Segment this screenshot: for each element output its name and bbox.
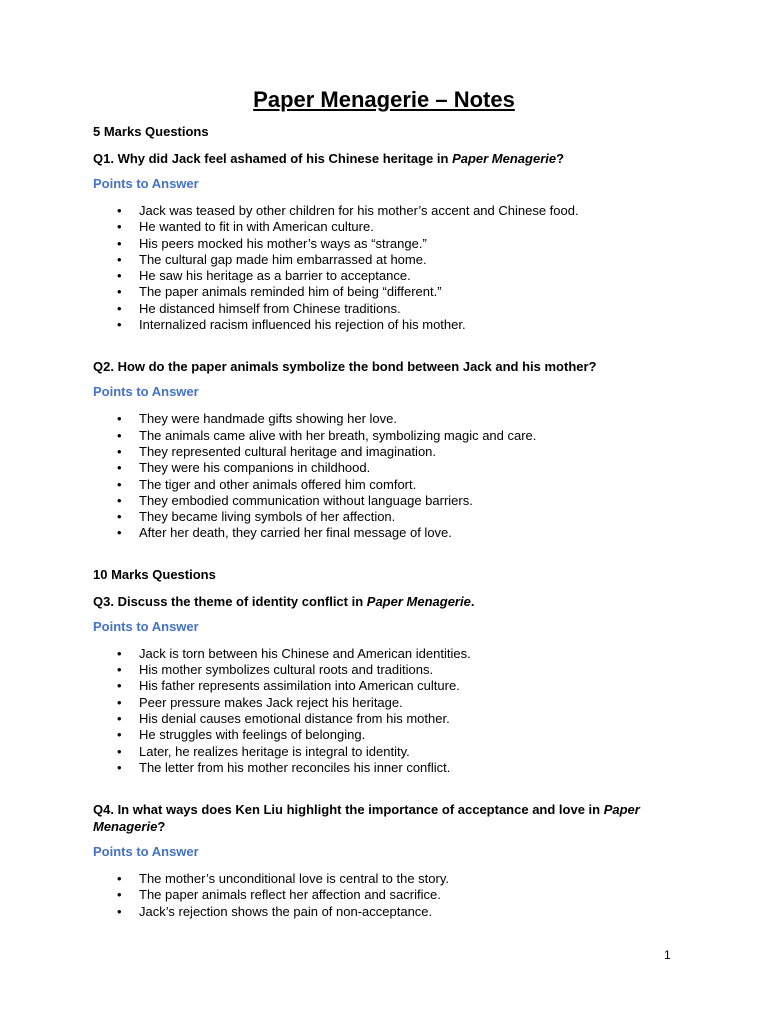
list-item <box>93 268 693 284</box>
list-item-text: They became living symbols of her affection. <box>139 509 396 525</box>
list-item <box>93 203 693 219</box>
bullet-icon: • <box>117 743 122 759</box>
bullet-icon: • <box>117 443 122 459</box>
list-item-text: Peer pressure makes Jack reject his heritage. <box>139 694 403 710</box>
list-item-text: They represented cultural heritage and imagination. <box>139 443 437 459</box>
list-item-text: Internalized racism influenced his rejection of his mother. <box>139 317 466 333</box>
list-item <box>93 727 693 743</box>
list-item <box>93 887 693 903</box>
bullet-icon: • <box>117 251 122 267</box>
list-item <box>93 284 693 300</box>
bullet-icon: • <box>117 509 122 525</box>
bullet-list-q2 <box>93 411 693 541</box>
list-item <box>93 871 693 887</box>
question-3-italic: Paper Menagerie <box>366 593 471 609</box>
list-item <box>93 252 693 268</box>
question-3-text: Q3. Discuss the theme of identity conflict in <box>93 593 367 609</box>
bullet-icon: • <box>117 476 122 492</box>
bullet-icon: • <box>117 300 122 316</box>
question-1 <box>93 150 693 167</box>
section-heading-5-marks: 5 Marks Questions <box>93 124 209 139</box>
bullet-icon: • <box>117 411 122 427</box>
list-item-text: Later, he realizes heritage is integral to identity. <box>139 743 410 759</box>
list-item <box>93 509 693 525</box>
bullet-icon: • <box>117 887 122 903</box>
list-item <box>93 695 693 711</box>
list-item <box>93 460 693 476</box>
points-label-q4: Points to Answer <box>93 844 199 860</box>
question-4 <box>93 801 693 835</box>
bullet-icon: • <box>117 871 122 887</box>
bullet-icon: • <box>117 759 122 775</box>
bullet-icon: • <box>117 427 122 443</box>
list-item <box>93 678 693 694</box>
question-4-suffix: ? <box>157 819 166 835</box>
page-title: Paper Menagerie – Notes <box>253 87 515 112</box>
bullet-icon: • <box>117 203 122 218</box>
list-item-text: He wanted to fit in with American culture. <box>139 219 374 235</box>
question-4-italic: Paper Menagerie <box>93 802 640 835</box>
bullet-icon: • <box>117 317 122 333</box>
list-item <box>93 904 693 920</box>
bullet-icon: • <box>117 268 122 284</box>
question-1-suffix: ? <box>556 151 565 166</box>
bullet-icon: • <box>117 694 122 710</box>
list-item-text: His denial causes emotional distance from his mother. <box>139 710 450 726</box>
bullet-list-q4 <box>93 871 693 920</box>
spacer <box>93 542 693 567</box>
bullet-icon: • <box>117 284 122 300</box>
question-3-suffix: . <box>470 593 475 609</box>
list-item-text: The animals came alive with her breath, symbolizing magic and care. <box>139 427 537 443</box>
list-item-text: The tiger and other animals offered him comfort. <box>139 476 417 492</box>
section-heading-10-marks: 10 Marks Questions <box>93 566 216 582</box>
list-item <box>93 744 693 760</box>
list-item <box>93 317 693 333</box>
points-label-q2: Points to Answer <box>93 384 199 400</box>
bullet-icon: • <box>117 645 122 661</box>
points-label-q1: Points to Answer <box>93 176 199 191</box>
bullet-icon: • <box>117 235 122 251</box>
list-item-text: The paper animals reflect her affection and sacrifice. <box>139 887 441 903</box>
list-item <box>93 662 693 678</box>
bullet-icon: • <box>117 219 122 235</box>
list-item-text: The letter from his mother reconciles his inner conflict. <box>139 759 451 775</box>
list-item-text: Jack was teased by other children for his mother’s accent and Chinese food. <box>139 203 579 218</box>
list-item <box>93 219 693 235</box>
list-item-text: He saw his heritage as a barrier to acceptance. <box>139 268 411 284</box>
list-item-text: Jack is torn between his Chinese and American identities. <box>139 645 471 661</box>
question-1-italic: Paper Menagerie <box>452 151 557 166</box>
list-item-text: They were handmade gifts showing her love. <box>139 411 397 427</box>
spacer <box>93 333 693 358</box>
list-item <box>93 711 693 727</box>
question-3 <box>93 593 693 610</box>
bullet-icon: • <box>117 903 122 919</box>
list-item-text: The mother’s unconditional love is central to the story. <box>139 871 449 887</box>
list-item <box>93 493 693 509</box>
spacer <box>93 776 693 801</box>
bullet-icon: • <box>117 678 122 694</box>
list-item-text: Jack’s rejection shows the pain of non-acceptance. <box>139 903 433 919</box>
bullet-icon: • <box>117 710 122 726</box>
list-item <box>93 646 693 662</box>
document-body <box>93 124 693 920</box>
bullet-icon: • <box>117 525 122 541</box>
question-1-text: Q1. Why did Jack feel ashamed of his Chinese heritage in <box>93 151 453 166</box>
list-item <box>93 444 693 460</box>
question-2: Q2. How do the paper animals symbolize the bond between Jack and his mother? <box>93 359 597 375</box>
list-item-text: The cultural gap made him embarrassed at home. <box>139 251 427 267</box>
list-item-text: His father represents assimilation into American culture. <box>139 678 460 694</box>
list-item-text: His peers mocked his mother’s ways as “strange.” <box>139 235 427 251</box>
list-item <box>93 760 693 776</box>
points-label-q3: Points to Answer <box>93 618 199 634</box>
list-item-text: He distanced himself from Chinese traditions. <box>139 300 401 316</box>
list-item <box>93 428 693 444</box>
bullet-icon: • <box>117 727 122 743</box>
bullet-list-q1 <box>93 203 693 333</box>
list-item <box>93 411 693 427</box>
bullet-icon: • <box>117 460 122 476</box>
list-item <box>93 236 693 252</box>
list-item <box>93 301 693 317</box>
list-item-text: They embodied communication without language barriers. <box>139 492 473 508</box>
bullet-list-q3 <box>93 646 693 776</box>
list-item-text: He struggles with feelings of belonging. <box>139 727 366 743</box>
page-number: 1 <box>664 948 671 962</box>
bullet-icon: • <box>117 492 122 508</box>
list-item-text: They were his companions in childhood. <box>139 460 371 476</box>
bullet-icon: • <box>117 662 122 678</box>
list-item-text: His mother symbolizes cultural roots and traditions. <box>139 662 434 678</box>
list-item <box>93 525 693 541</box>
question-4-text: Q4. In what ways does Ken Liu highlight the importance of acceptance and love in <box>93 802 604 818</box>
list-item <box>93 477 693 493</box>
list-item-text: The paper animals reminded him of being “different.” <box>139 284 442 300</box>
list-item-text: After her death, they carried her final message of love. <box>139 525 452 541</box>
